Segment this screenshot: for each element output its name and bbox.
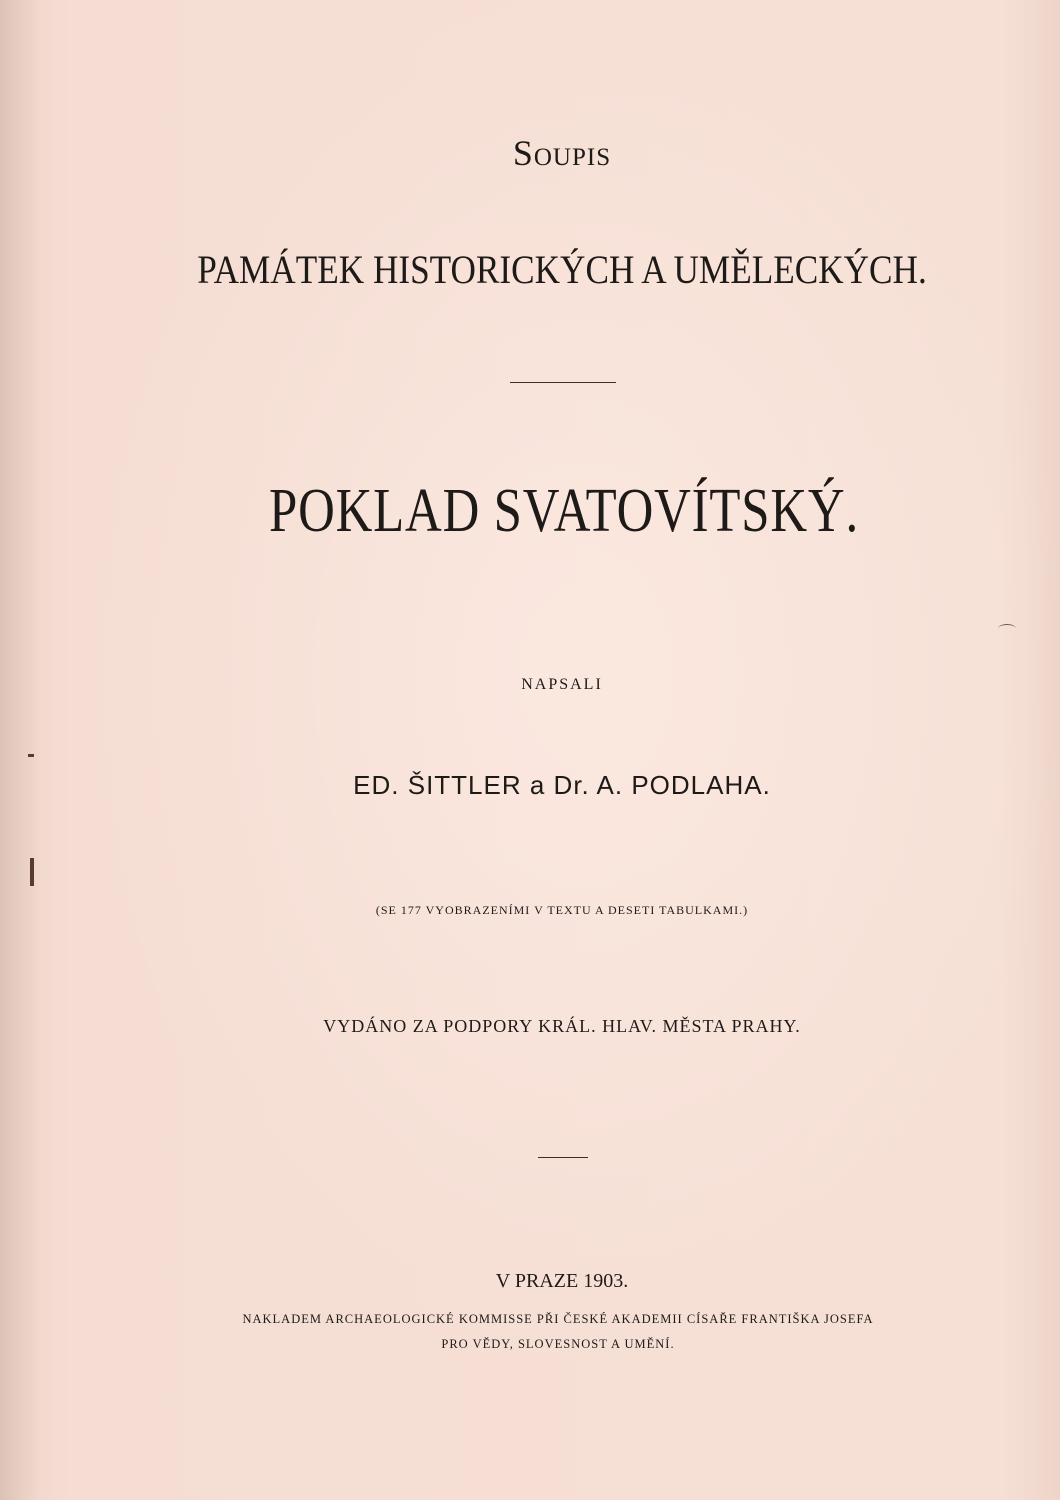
series-title: Soupis [512, 133, 612, 173]
divider-rule [510, 382, 616, 383]
paper-blemish [998, 624, 1016, 633]
illustrations-note: (SE 177 VYOBRAZENÍMI V TEXTU A DESETI TABULKAMI.) [375, 903, 749, 917]
divider-rule [538, 1157, 588, 1158]
series-subtitle: PAMÁTEK HISTORICKÝCH A UMĚLECKÝCH. [197, 247, 927, 292]
publisher-line-1: NAKLADEM ARCHAEOLOGICKÉ KOMMISSE PŘI ČESKÉ AKADEMII CÍSAŘE FRANTIŠKA JOSEFA [242, 1312, 874, 1326]
book-title: POKLAD SVATOVÍTSKÝ. [269, 477, 859, 545]
gutter-thread-mark [28, 754, 34, 757]
publisher-line-2: PRO VĚDY, SLOVESNOST A UMĚNÍ. [441, 1337, 675, 1351]
written-by-label: NAPSALI [521, 676, 603, 693]
place-and-year: V PRAZE 1903. [495, 1270, 629, 1292]
authors-line: ED. ŠITTLER a Dr. A. PODLAHA. [353, 770, 771, 800]
gutter-thread-mark [30, 858, 34, 886]
publication-support: VYDÁNO ZA PODPORY KRÁL. HLAV. MĚSTA PRAHY. [323, 1016, 801, 1036]
